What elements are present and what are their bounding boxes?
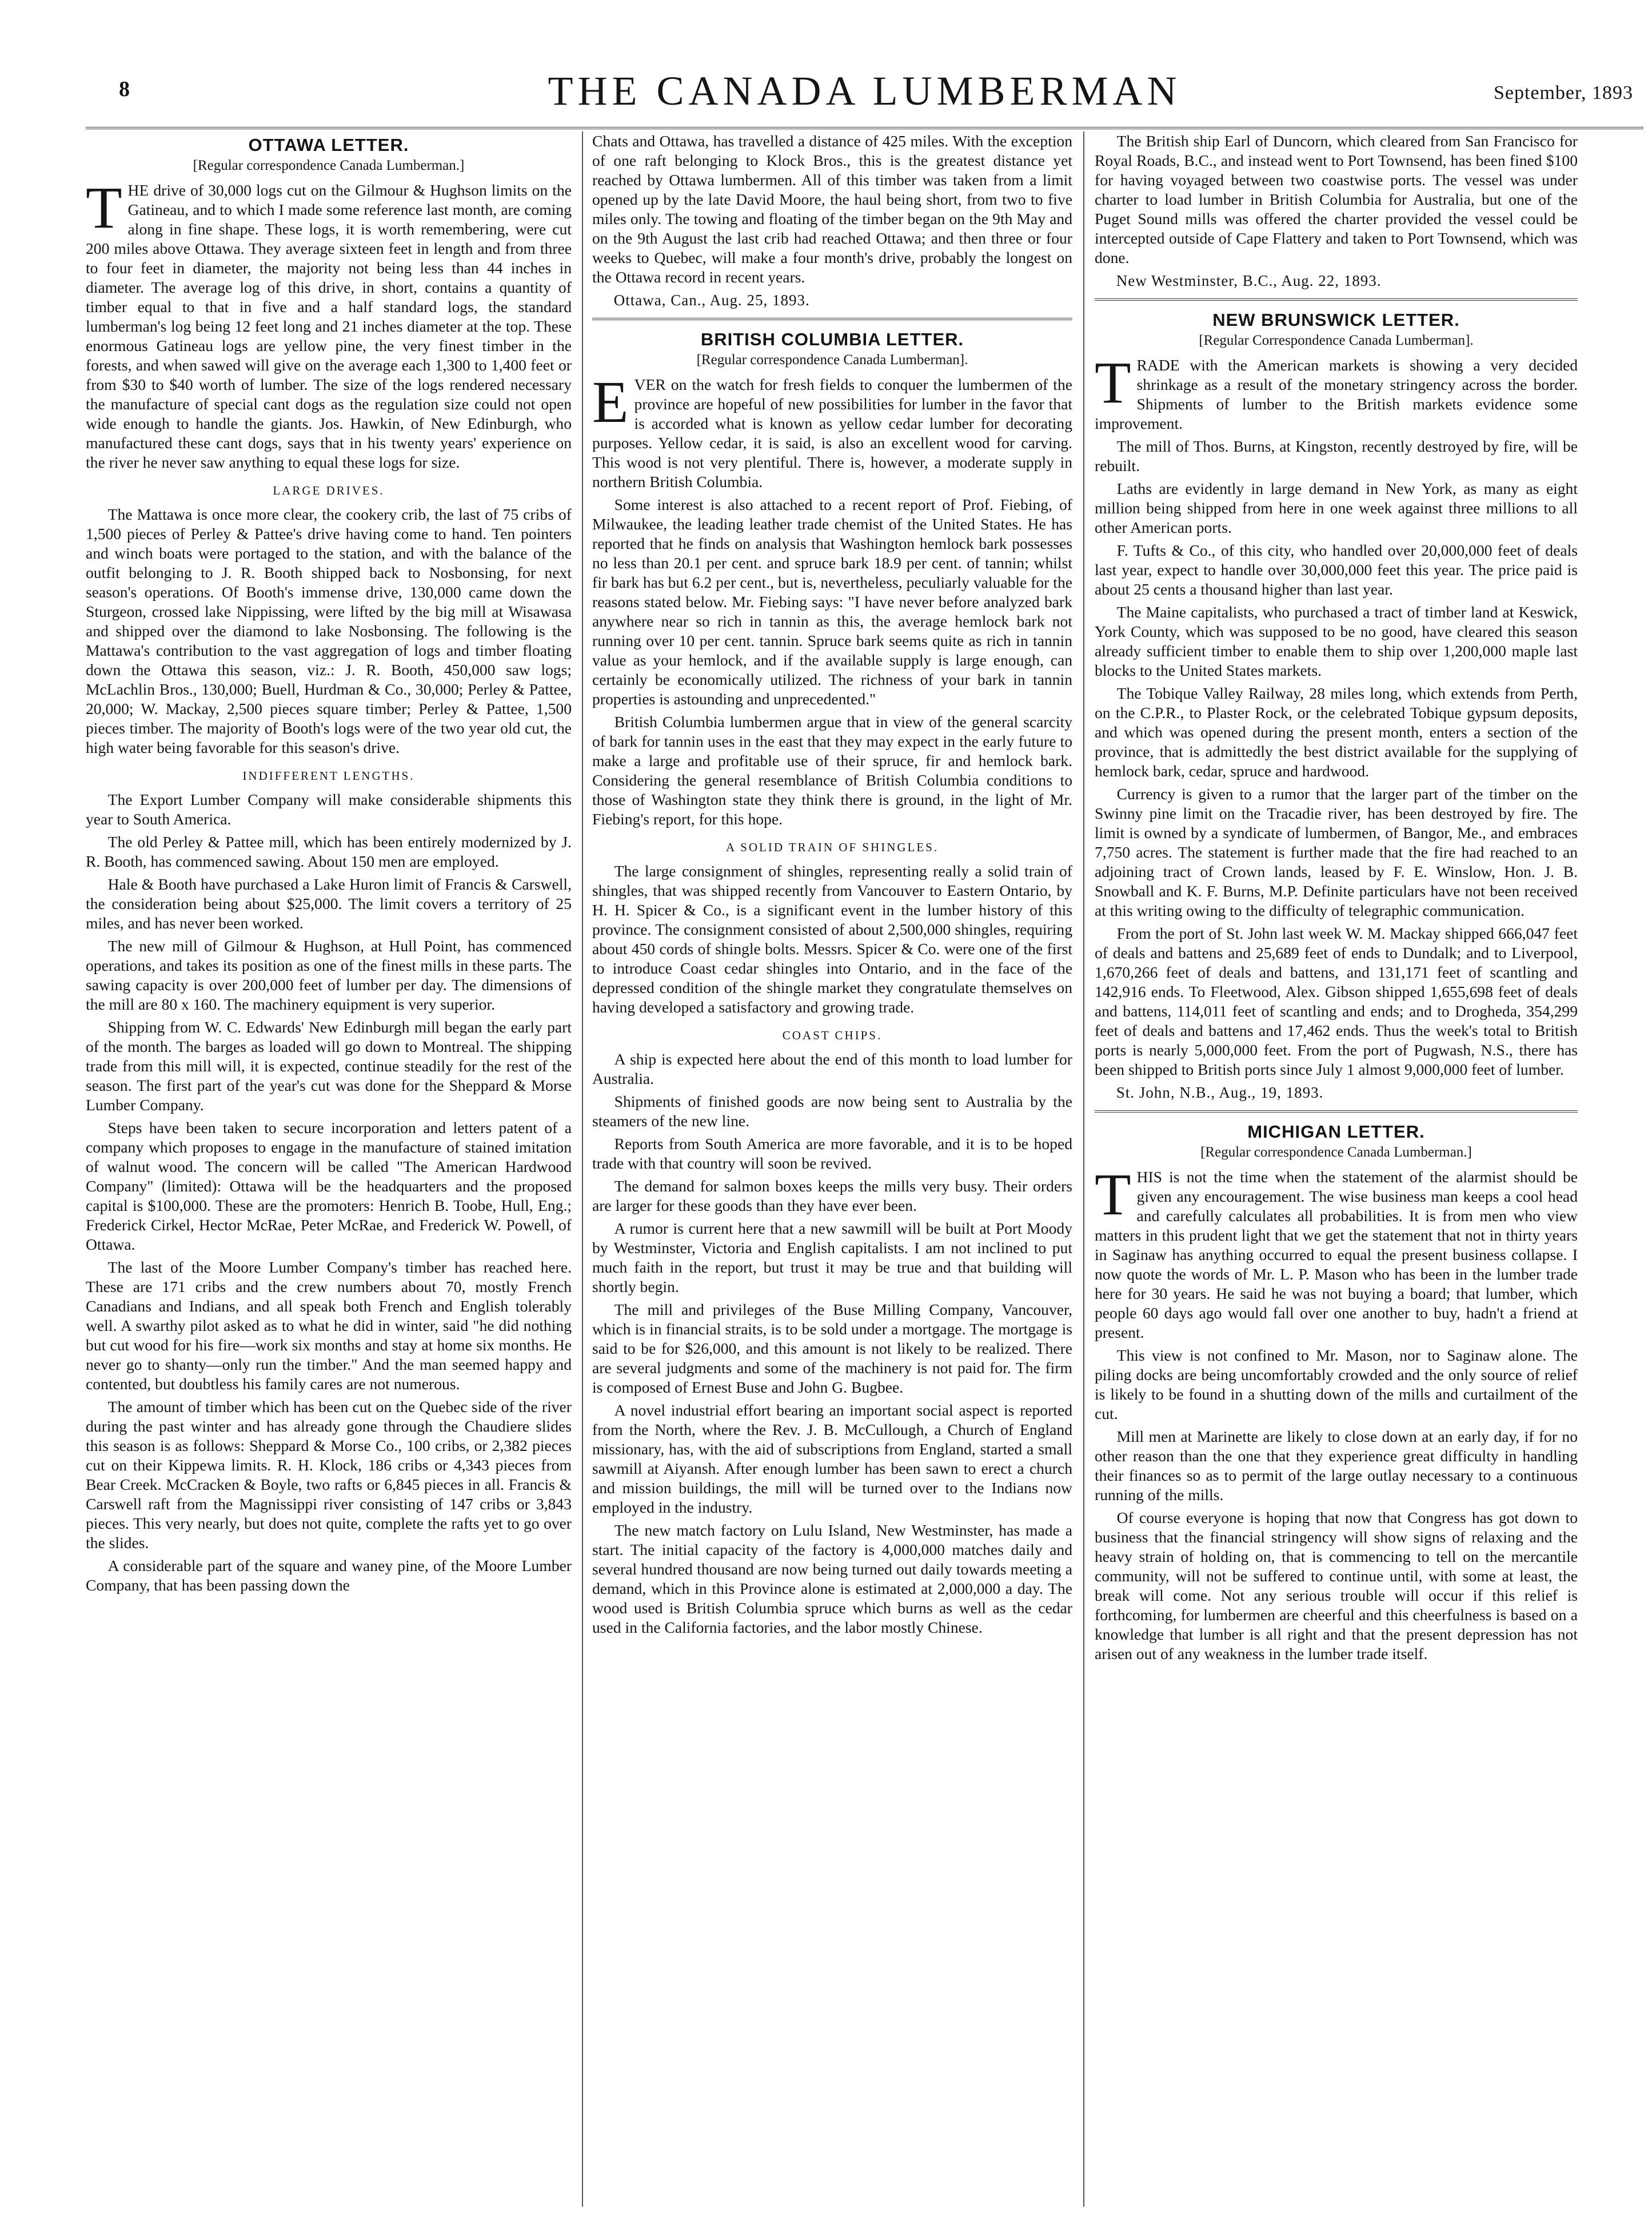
- subheading: A SOLID TRAIN OF SHINGLES.: [725, 840, 939, 854]
- article-byline: [Regular Correspondence Canada Lumberman].: [1199, 333, 1474, 348]
- article-paragraph: Of course everyone is hoping that now that Congress has got down to business that the financial stringency will show signs of relaxing and the heavy strain of holding on, that is commencing to tell on the mercantile community, will not be suffered to continue until, with some at least, the break will come. Not any serious trouble will occur if this relief is forthcoming, for lumbermen are cheerful and this cheerfulness is based on a knowledge that lumber is all right and that the present depression has not arisen out of any weakness in the lumber trade itself.: [1095, 1509, 1578, 1662]
- article-paragraph: TRADE with the American markets is showing a very decided shrinkage as a result of the monetary stringency across the border. Shipments of lumber to the British markets evidence some improvement.: [1095, 350, 1578, 432]
- page-number: 8: [119, 77, 130, 101]
- section-rule: [592, 318, 1072, 320]
- article-paragraph: A novel industrial effort bearing an important social aspect is reported from the North, where the Rev. J. B. McCullough, a Church of England missionary, has, with the aid of subscriptions from England, started a small sawmill at Aiyansh. After enough lumber has been sawn to erect a church and mission buildings, the mill will be turned over to the Indians now employed in the industry.: [592, 1401, 1072, 1516]
- dateline: New Westminster, B.C., Aug. 22, 1893.: [1116, 272, 1382, 289]
- column-3: [1095, 131, 1578, 2212]
- dateline: St. John, N.B., Aug., 19, 1893.: [1116, 1084, 1324, 1101]
- column-2: [592, 131, 1072, 2212]
- article-paragraph: F. Tufts & Co., of this city, who handled over 20,000,000 feet of deals last year, expect to handle over 30,000,000 feet this year. The price paid is about 25 cents a thousand higher than last year.: [1095, 541, 1578, 598]
- article-headline-new-brunswick: NEW BRUNSWICK LETTER.: [1212, 310, 1460, 330]
- masthead-rule: [86, 127, 1643, 129]
- article-paragraph: This view is not confined to Mr. Mason, nor to Saginaw alone. The piling docks are being uncomfortably crowded and the only source of relief is likely to be found in a shutting down of the mills and curtailment of the cut.: [1095, 1346, 1578, 1422]
- column-1: [86, 131, 572, 2212]
- article-paragraph: Reports from South America are more favorable, and it is to be hoped trade with that country will soon be revived.: [592, 1135, 1072, 1172]
- article-paragraph: A rumor is current here that a new sawmill will be built at Port Moody by Westminster, Victoria and English capitalists. I am not inclined to put much faith in the report, but trust it may be true and that building will shortly begin.: [592, 1219, 1072, 1295]
- article-paragraph: The demand for salmon boxes keeps the mills very busy. Their orders are larger for these goods than they have ever been.: [592, 1177, 1072, 1214]
- article-paragraph: EVER on the watch for fresh fields to conquer the lumbermen of the province are hopeful of new possibilities for lumber in the favor that is accorded what is known as yellow cedar lumber for decorating purposes. Yellow cedar, it is said, is also an excellent wood for carving. This wood is not very plentiful. There is, however, a moderate supply in northern British Columbia.: [592, 369, 1072, 491]
- article-paragraph: The Export Lumber Company will make considerable shipments this year to South America.: [86, 791, 572, 828]
- issue-date: September, 1893: [1493, 82, 1633, 103]
- article-paragraph: The amount of timber which has been cut on the Quebec side of the river during the past winter and has already gone through the Chaudiere slides this season is as follows: Sheppard & Morse Co., 100 cribs, or 2,382 pieces cut on their Kippewa limits. R. H. Klock, 186 cribs or 4,343 pieces from Bear Creek. McCracken & Boyle, two rafts or 6,845 pieces in all. Francis & Carswell raft from the Magnissippi river consisting of 147 cribs or 3,843 pieces. This very nearly, but does not quite, complete the rafts yet to go over the slides.: [86, 1398, 572, 1552]
- article-paragraph: Mill men at Marinette are likely to close down at an early day, if for no other reason than the one that they experience great difficulty in handling their finances so as to permit of the large outlay necessary to a continuous running of the mills.: [1095, 1427, 1578, 1504]
- article-paragraph: The mill of Thos. Burns, at Kingston, recently destroyed by fire, will be rebuilt.: [1095, 437, 1578, 474]
- subheading: INDIFFERENT LENGTHS.: [242, 769, 415, 783]
- article-paragraph: British Columbia lumbermen argue that in view of the general scarcity of bark for tannin uses in the east that they may expect in the early future to make a large and profitable use of their spruce, fir and hemlock bark. Considering the general resemblance of British Columbia conditions to those of Washington state they think there is ground, in the light of Mr. Fiebing's report, for this hope.: [592, 713, 1072, 828]
- article-paragraph: Some interest is also attached to a recent report of Prof. Fiebing, of Milwaukee, the leading leather trade chemist of the United States. He has reported that he finds on analysis that Washington hemlock bark possesses no less than 20.1 per cent. and spruce bark 18.9 per cent. of tannin; whilst fir bark has but 6.2 per cent., but is, nevertheless, peculiarly valuable for the reasons stated below. Mr. Fiebing says: "I have never before analyzed bark anywhere near so rich in tannin as this, the average hemlock bark not running over 10 per cent. tannin. Spruce bark seems quite as rich in tannin value as your hemlock, and if the available supply is large enough, can certainly be economically utilized. The richness of your bark in tannin properties is astounding and unprecedented.": [592, 496, 1072, 708]
- article-paragraph: Shipments of finished goods are now being sent to Australia by the steamers of the new line.: [592, 1092, 1072, 1130]
- article-byline: [Regular correspondence Canada Lumberman.]: [193, 158, 465, 173]
- article-paragraph: The old Perley & Pattee mill, which has been entirely modernized by J. R. Booth, has commenced sawing. About 150 men are employed.: [86, 833, 572, 870]
- article-paragraph: THE drive of 30,000 logs cut on the Gilmour & Hughson limits on the Gatineau, and to which I made some reference last month, are coming along in fine shape. These logs, it is worth remembering, were cut 200 miles above Ottawa. They average sixteen feet in length and from three to four feet in diameter, the majority not being less than 44 inches in diameter. The average log of this drive, in short, contains a quantity of timber equal to that in five and a half standard logs, the standard lumberman's log being 12 feet long and 21 inches diameter at the top. These enormous Gatineau logs are yellow pine, the very finest timber in the forests, and when sawed will give on the average each 1,300 to 1,400 feet or from $30 to $40 worth of lumber. The size of the logs rendered necessary the manufacture of special cant dogs as the regulation size could not open wide enough to handle the giants. Jos. Hawkin, of New Edinburgh, who manufactured these cant dogs, says that in his twenty years' experience on the river he never saw anything to equal these logs for size.: [86, 175, 572, 471]
- column-divider: [582, 131, 583, 2207]
- section-rule: [1095, 1110, 1578, 1112]
- column-divider: [1083, 131, 1084, 2207]
- article-paragraph: The new match factory on Lulu Island, New Westminster, has made a start. The initial capacity of the factory is 4,000,000 matches daily and several hundred thousand are now being turned out daily towards meeting a demand, which in this Province alone is estimated at 2,000,000 a day. The wood used is British Columbia spruce which burns as well as the cedar used in the California factories, and the labor mostly Chinese.: [592, 1521, 1072, 1636]
- article-paragraph: A considerable part of the square and waney pine, of the Moore Lumber Company, that has been passing down the: [86, 1557, 572, 1594]
- article-paragraph: A ship is expected here about the end of this month to load lumber for Australia.: [592, 1050, 1072, 1087]
- article-paragraph: The British ship Earl of Duncorn, which cleared from San Francisco for Royal Roads, B.C., and instead went to Port Townsend, has been fined $100 for having voyaged between two coastwise ports. The vessel was under charter to load lumber in British Columbia for Australia, but one of the Puget Sound mills was offered the charter provided the vessel could be intercepted outside of Cape Flattery and taken to Port Townsend, which was done.: [1095, 132, 1578, 266]
- article-paragraph: The Mattawa is once more clear, the cookery crib, the last of 75 cribs of 1,500 pieces of Perley & Pattee's drive having come to hand. Ten pointers and winch boats were portaged to the station, and with the balance of the outfit belonging to J. R. Booth shipped back to Nosbonsing, for next season's operations. Of Booth's immense drive, 130,000 came down the Sturgeon, crossed lake Nippissing, were lifted by the big mill at Wisawasa and shipped over the diamond to lake Nosbonsing. The following is the Mattawa's contribution to the vast aggregation of logs and timber floating down the Ottawa this season, viz.: J. R. Booth, 450,000 saw logs; McLachlin Bros., 130,000; Buell, Hurdman & Co., 30,000; Perley & Pattee, 20,000; W. Mackay, 2,500 pieces square timber; Perley & Pattee, 1,500 pieces timber. The majority of Booth's logs were of the two year old cut, the high water being favorable for this season's drive.: [86, 505, 572, 756]
- article-paragraph: The last of the Moore Lumber Company's timber has reached here. These are 171 cribs and the crew numbers about 70, mostly French Canadians and Indians, and all speak both French and English tolerably well. A swarthy pilot asked as to what he did in winter, said "he did nothing but cut wood for his fire—work six months and stay at home six months. He never go to shanty—only run the timber." And the man seemed happy and contented, but doubtless his family cares are not numerous.: [86, 1258, 572, 1393]
- article-paragraph: Laths are evidently in large demand in New York, as many as eight million being shipped from here in one week against three millions to all other American ports.: [1095, 480, 1578, 536]
- subheading: COAST CHIPS.: [782, 1028, 883, 1042]
- dateline: Ottawa, Can., Aug. 25, 1893.: [613, 292, 810, 309]
- article-paragraph: The large consignment of shingles, representing really a solid train of shingles, that was shipped recently from Vancouver to Eastern Ontario, by H. H. Spicer & Co., is a significant event in the lumber history of this province. The consignment consisted of about 2,500,000 shingles, requiring about 450 cords of shingle bolts. Messrs. Spicer & Co. were one of the first to introduce Coast cedar shingles into Ontario, and in the face of the depressed condition of the shingle market they congratulate themselves on having developed a satisfactory and growing trade.: [592, 862, 1072, 1016]
- masthead: [86, 67, 1643, 119]
- article-headline-michigan: MICHIGAN LETTER.: [1247, 1122, 1425, 1142]
- article-paragraph: Shipping from W. C. Edwards' New Edinburgh mill began the early part of the month. The barges as loaded will go down to Montreal. The shipping trade from this mill will, it is expected, continue steadily for the rest of the season. The first part of the year's cut was done for the Sheppard & Morse Lumber Company.: [86, 1018, 572, 1114]
- article-paragraph: Hale & Booth have purchased a Lake Huron limit of Francis & Carswell, the consideration being about $25,000. The limit covers a territory of 25 miles, and has never been worked.: [86, 875, 572, 932]
- newspaper-title: THE CANADA LUMBERMAN: [548, 68, 1182, 114]
- article-paragraph: The new mill of Gilmour & Hughson, at Hull Point, has commenced operations, and takes its position as one of the finest mills in these parts. The sawing capacity is over 200,000 feet of lumber per day. The dimensions of the mill are 80 x 160. The machinery equipment is very superior.: [86, 937, 572, 1013]
- article-headline-british-columbia: BRITISH COLUMBIA LETTER.: [700, 329, 964, 349]
- article-paragraph: THIS is not the time when the statement of the alarmist should be given any encouragement. The wise business man keeps a cool head and carefully calculates all probabilities. It is from men who view matters in this prudent light that we get the statement that not in thirty years in Saginaw has anything occurred to equal the present business collapse. I now quote the words of Mr. L. P. Mason who has been in the lumber trade here for 30 years. He said he was not buying a board; that lumber, which people 60 days ago would fall over one another to buy, hadn't a friend at present.: [1095, 1162, 1578, 1341]
- subheading: LARGE DRIVES.: [273, 484, 385, 497]
- article-paragraph: The Tobique Valley Railway, 28 miles long, which extends from Perth, on the C.P.R., to Plaster Rock, or the celebrated Tobique gypsum deposits, and which was opened during the present month, enters a section of the province, that is admittedly the best district available for the supplying of hemlock bark, cedar, spruce and hardwood.: [1095, 684, 1578, 780]
- article-paragraph: The mill and privileges of the Buse Milling Company, Vancouver, which is in financial straits, is to be sold under a mortgage. The mortgage is said to be for $26,000, and this amount is not likely to be realized. There are several judgments and some of the machinery is not paid for. The firm is composed of Ernest Buse and John G. Bugbee.: [592, 1301, 1072, 1396]
- article-headline-ottawa: OTTAWA LETTER.: [248, 135, 409, 155]
- article-byline: [Regular correspondence Canada Lumberman].: [696, 352, 968, 368]
- article-paragraph: The Maine capitalists, who purchased a tract of timber land at Keswick, York County, which was supposed to be no good, have cleared this season already sufficient timber to enable them to ship over 1,200,000 maple last blocks to the United States markets.: [1095, 603, 1578, 679]
- article-paragraph: Currency is given to a rumor that the larger part of the timber on the Swinny pine limit on the Tracadie river, has been destroyed by fire. The limit is owned by a syndicate of lumbermen, of Bangor, Me., and embraces 7,750 acres. The statement is further made that the fire had reached to an adjoining tract of Crown lands, leased by F. E. Winslow, Hon. J. B. Snowball and K. F. Burns, M.P. Definite particulars have not been received at this writing owing to the difficulty of telegraphic communication.: [1095, 785, 1578, 919]
- article-byline: [Regular correspondence Canada Lumberman.]: [1200, 1145, 1472, 1160]
- article-paragraph: Steps have been taken to secure incorporation and letters patent of a company which proposes to engage in the manufacture of stained imitation of walnut wood. The concern will be called "The American Hardwood Company" (limited): Ottawa will be the headquarters and the proposed capital is $100,000. These are the promoters: Henrich B. Toobe, Hull, Eng.; Frederick Cirkel, Hector McRae, Peter McRae, and Frederick W. Powell, of Ottawa.: [86, 1119, 572, 1253]
- section-rule: [1095, 298, 1578, 301]
- article-paragraph: From the port of St. John last week W. M. Mackay shipped 666,047 feet of deals and battens and 25,689 feet of ends to Dundalk; and to Liverpool, 1,670,266 feet of deals and battens, and 131,171 feet of scantling and 142,916 ends. To Fleetwood, Alex. Gibson shipped 1,655,698 feet of deals and battens, 114,011 feet of scantling and ends; and to Drogheda, 354,299 feet of deals and battens and 17,462 ends. Thus the week's total to British ports is nearly 5,000,000 feet. From the port of Pugwash, N.S., there has been shipped to British ports since July 1 almost 9,000,000 feet of lumber.: [1095, 924, 1578, 1078]
- article-paragraph: Chats and Ottawa, has travelled a distance of 425 miles. With the exception of one raft belonging to Klock Bros., this is the greatest distance yet reached by Ottawa lumbermen. All of this timber was taken from a limit opened up by the late David Moore, the haul being short, from two to five miles only. The towing and floating of the timber began on the 9th May and on the 9th August the last crib had reached Ottawa; and then three or four weeks to Quebec, will make a four month's drive, probably the longest on the Ottawa record in recent years.: [592, 132, 1072, 286]
